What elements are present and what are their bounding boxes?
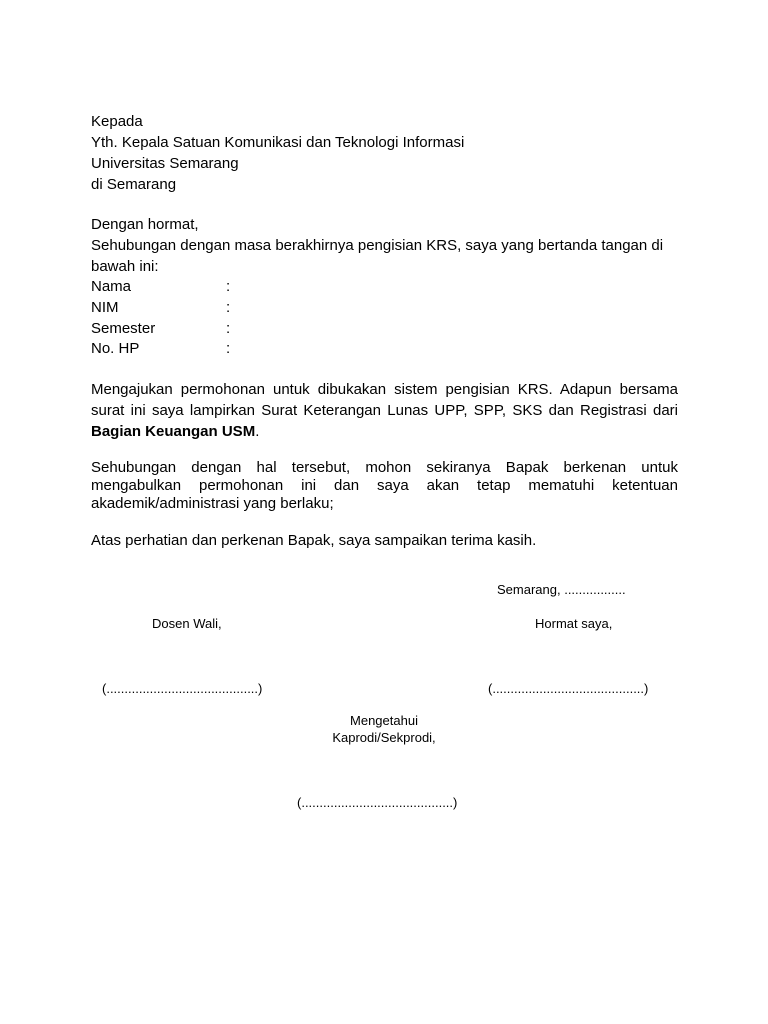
body-paragraph-1-end: . <box>255 423 260 440</box>
signature-blank-hormat-saya: (..........................................) <box>488 681 649 696</box>
body-paragraph-1-text: Mengajukan permohonan untuk dibukakan sistem pengisian KRS. Adapun bersama surat ini saya lampirkan Surat Keterangan Lunas UPP, SPP, SKS dan Registrasi dari <box>91 381 678 419</box>
intro-line-2: bawah ini: <box>91 258 159 275</box>
intro-line-1: Sehubungan dengan masa berakhirnya pengisian KRS, saya yang bertanda tangan di <box>91 237 664 254</box>
field-label-nim: NIM <box>91 299 119 316</box>
recipient-line-city: di Semarang <box>91 176 177 193</box>
recipient-line-kepada: Kepada <box>91 113 143 130</box>
place-date: Semarang, ................. <box>497 582 626 597</box>
recipient-line-university: Universitas Semarang <box>91 155 239 172</box>
body-paragraph-1-bold: Bagian Keuangan USM <box>91 423 256 440</box>
salutation: Dengan hormat, <box>91 216 199 233</box>
closing-line: Atas perhatian dan perkenan Bapak, saya sampaikan terima kasih. <box>91 532 537 549</box>
signature-title-kaprodi: Kaprodi/Sekprodi, <box>332 730 436 745</box>
signature-blank-dosen-wali: (..........................................) <box>102 681 263 696</box>
body-paragraph-2: Sehubungan dengan hal tersebut, mohon sekiranya Bapak berkenan untuk mengabulkan permohonan ini dan saya akan tetap mematuhi ketentuan akademik/administrasi yang berlaku; <box>91 459 678 512</box>
field-label-semester: Semester <box>91 320 156 337</box>
field-label-nama: Nama <box>91 278 132 295</box>
field-colon-nama: : <box>226 278 231 295</box>
signature-title-dosen-wali: Dosen Wali, <box>152 616 222 631</box>
field-label-no-hp: No. HP <box>91 340 140 357</box>
signature-title-hormat-saya: Hormat saya, <box>535 616 613 631</box>
field-colon-no-hp: : <box>226 340 231 357</box>
signature-blank-kaprodi: (..........................................) <box>297 795 458 810</box>
field-colon-semester: : <box>226 320 231 337</box>
body-paragraph-1 <box>91 379 678 442</box>
field-colon-nim: : <box>226 299 231 316</box>
recipient-line-title: Yth. Kepala Satuan Komunikasi dan Teknologi Informasi <box>91 134 465 151</box>
signature-title-mengetahui: Mengetahui <box>350 713 418 728</box>
